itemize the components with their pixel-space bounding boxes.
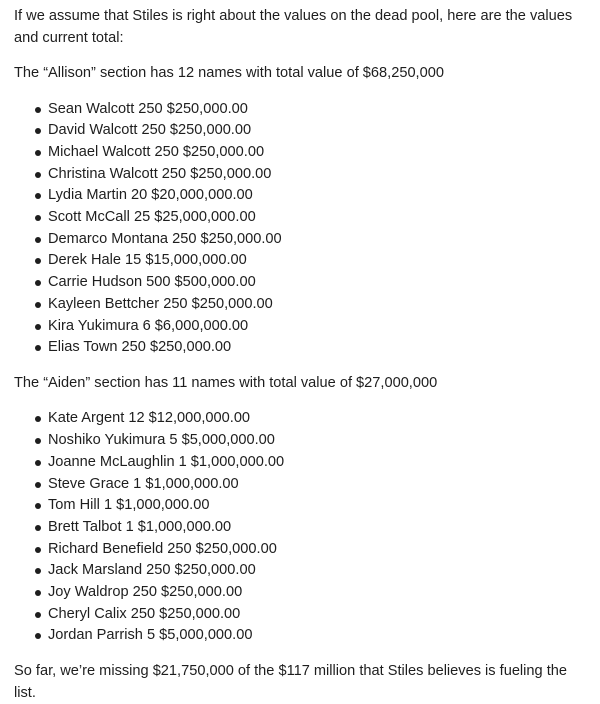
list-item-text: Brett Talbot 1 $1,000,000.00 bbox=[48, 518, 232, 535]
list-item-text: Lydia Martin 20 $20,000,000.00 bbox=[48, 187, 253, 204]
bullet-icon bbox=[35, 324, 41, 330]
bullet-icon bbox=[35, 215, 41, 221]
bullet-icon bbox=[35, 547, 41, 553]
list-item-text: Kate Argent 12 $12,000,000.00 bbox=[48, 410, 251, 427]
list-item-text: Joy Waldrop 250 $250,000.00 bbox=[48, 584, 243, 601]
allison-section-heading: The “Allison” section has 12 names with total value of $68,250,000 bbox=[14, 65, 444, 81]
list-item bbox=[14, 294, 586, 316]
list-item bbox=[14, 316, 586, 338]
list-item bbox=[14, 604, 586, 626]
list-item bbox=[14, 229, 586, 251]
list-item bbox=[14, 625, 586, 647]
bullet-icon bbox=[35, 150, 41, 156]
bullet-icon bbox=[35, 525, 41, 531]
bullet-icon bbox=[35, 258, 41, 264]
bullet-icon bbox=[35, 193, 41, 199]
list-item bbox=[14, 99, 586, 121]
intro-paragraph: If we assume that Stiles is right about the values on the dead pool, here are the values and current total: bbox=[14, 8, 573, 46]
list-item-text: Demarco Montana 250 $250,000.00 bbox=[48, 230, 282, 247]
list-item-text: Elias Town 250 $250,000.00 bbox=[48, 339, 232, 356]
bullet-icon bbox=[35, 438, 41, 444]
bullet-icon bbox=[35, 633, 41, 639]
bullet-icon bbox=[35, 568, 41, 574]
bullet-icon bbox=[35, 128, 41, 134]
list-item-text: Cheryl Calix 250 $250,000.00 bbox=[48, 605, 241, 622]
list-item-text: Jack Marsland 250 $250,000.00 bbox=[48, 562, 256, 579]
list-item-text: Christina Walcott 250 $250,000.00 bbox=[48, 165, 272, 182]
list-item bbox=[14, 207, 586, 229]
list-item bbox=[14, 560, 586, 582]
list-item bbox=[14, 185, 586, 207]
list-item bbox=[14, 272, 586, 294]
bullet-icon bbox=[35, 172, 41, 178]
list-item-text: Michael Walcott 250 $250,000.00 bbox=[48, 143, 265, 160]
aiden-section-heading: The “Aiden” section has 11 names with total value of $27,000,000 bbox=[14, 374, 438, 391]
bullet-icon bbox=[35, 482, 41, 488]
list-item bbox=[14, 408, 586, 430]
list-item-text: Derek Hale 15 $15,000,000.00 bbox=[48, 252, 247, 269]
list-item bbox=[14, 164, 586, 186]
list-item-text: Kira Yukimura 6 $6,000,000.00 bbox=[48, 317, 249, 334]
list-item bbox=[14, 452, 586, 474]
list-item bbox=[14, 142, 586, 164]
bullet-icon bbox=[35, 280, 41, 286]
bullet-icon bbox=[35, 302, 41, 308]
list-item-text: Kayleen Bettcher 250 $250,000.00 bbox=[48, 295, 273, 312]
list-item bbox=[14, 430, 586, 452]
list-item-text: Noshiko Yukimura 5 $5,000,000.00 bbox=[48, 432, 275, 449]
list-item-text: Tom Hill 1 $1,000,000.00 bbox=[48, 497, 210, 514]
list-item bbox=[14, 517, 586, 539]
list-item-text: Scott McCall 25 $25,000,000.00 bbox=[48, 209, 256, 226]
bullet-icon bbox=[35, 590, 41, 596]
bullet-icon bbox=[35, 107, 41, 113]
list-item-text: Richard Benefield 250 $250,000.00 bbox=[48, 540, 277, 557]
list-item-text: Jordan Parrish 5 $5,000,000.00 bbox=[48, 627, 253, 644]
list-item bbox=[14, 337, 586, 359]
list-item bbox=[14, 495, 586, 517]
allison-name-list bbox=[14, 99, 586, 359]
list-item bbox=[14, 539, 586, 561]
list-item-text: Sean Walcott 250 $250,000.00 bbox=[48, 100, 248, 117]
list-item bbox=[14, 250, 586, 272]
list-item bbox=[14, 474, 586, 496]
aiden-name-list bbox=[14, 408, 586, 647]
list-item-text: David Walcott 250 $250,000.00 bbox=[48, 122, 252, 139]
bullet-icon bbox=[35, 416, 41, 422]
bullet-icon bbox=[35, 345, 41, 351]
bullet-icon bbox=[35, 237, 41, 243]
list-item bbox=[14, 582, 586, 604]
list-item-text: Carrie Hudson 500 $500,000.00 bbox=[48, 274, 256, 291]
bullet-icon bbox=[35, 460, 41, 466]
list-item bbox=[14, 120, 586, 142]
list-item-text: Joanne McLaughlin 1 $1,000,000.00 bbox=[48, 453, 285, 470]
list-item-text: Steve Grace 1 $1,000,000.00 bbox=[48, 475, 239, 492]
bullet-icon bbox=[35, 503, 41, 509]
bullet-icon bbox=[35, 612, 41, 618]
summary-paragraph: So far, we’re missing $21,750,000 of the $117 million that Stiles believes is fueling the list. bbox=[14, 663, 567, 701]
